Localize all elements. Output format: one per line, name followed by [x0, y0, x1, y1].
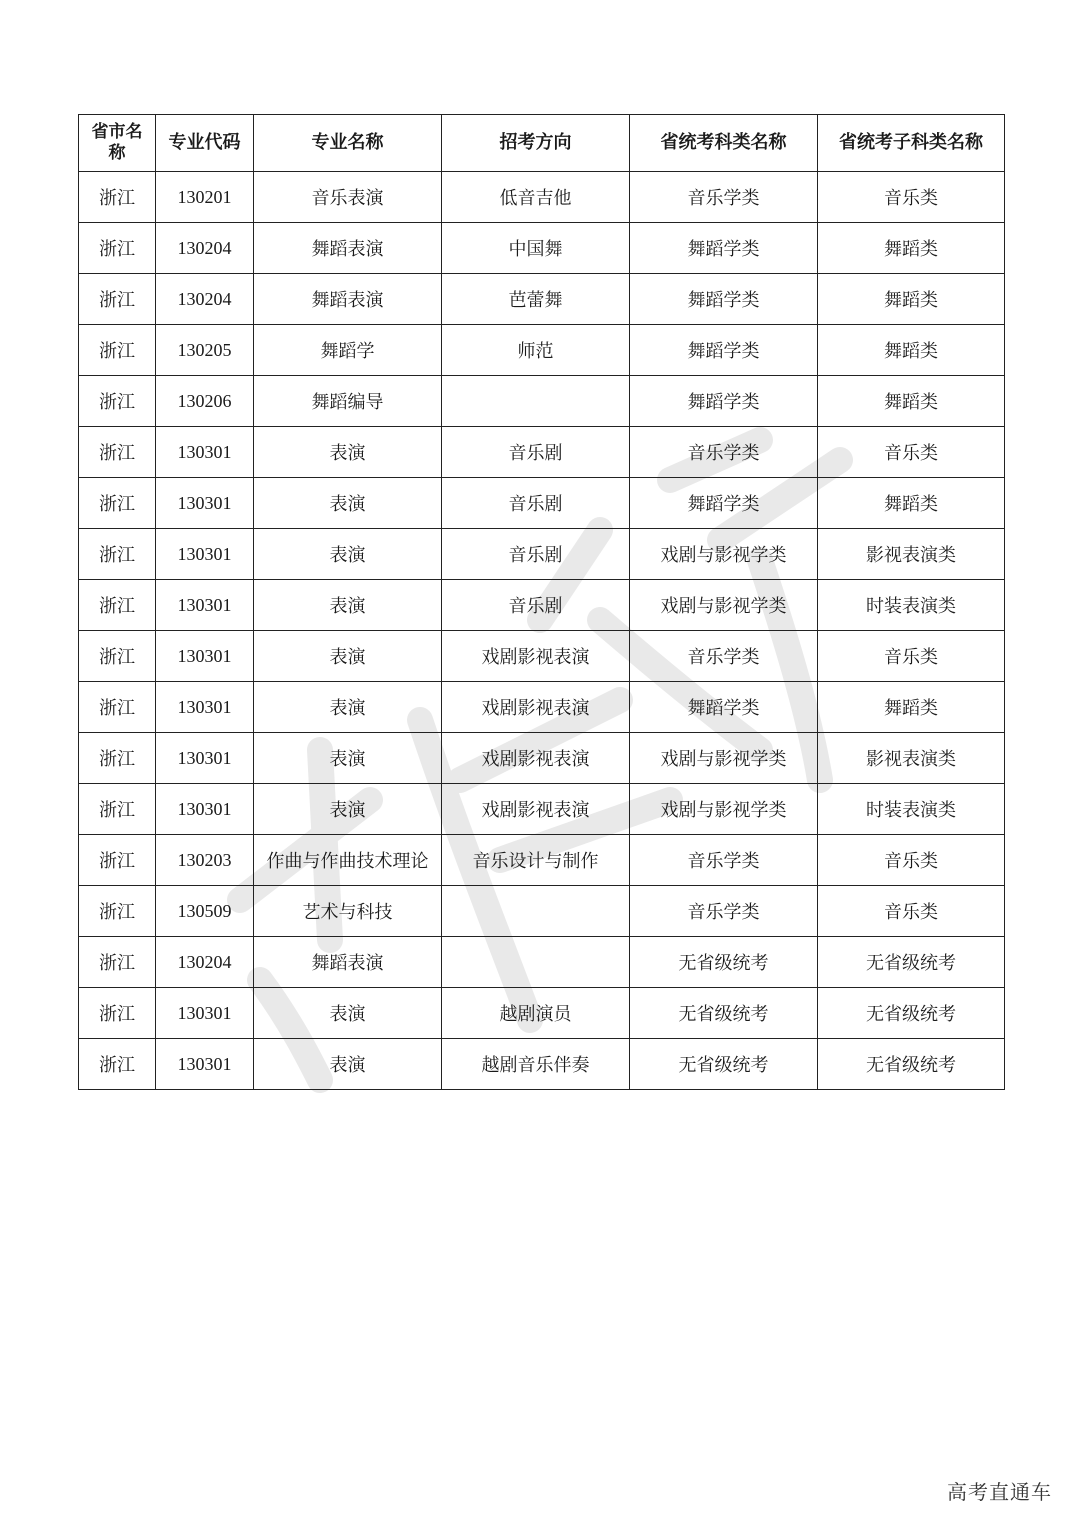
- exam-category-cell: 无省级统考: [630, 1039, 818, 1090]
- direction-cell: 越剧演员: [442, 988, 630, 1039]
- table-row: [79, 835, 1005, 886]
- direction-cell: 芭蕾舞: [442, 274, 630, 325]
- table-row: [79, 325, 1005, 376]
- code-cell: 130301: [156, 529, 254, 580]
- code-cell: 130301: [156, 427, 254, 478]
- major-name-cell: 表演: [254, 733, 442, 784]
- province-cell: 浙江: [79, 529, 156, 580]
- exam-subcategory-cell: 无省级统考: [818, 937, 1005, 988]
- major-name-cell: 表演: [254, 784, 442, 835]
- majors-table: [78, 114, 1005, 1090]
- exam-subcategory-cell: 影视表演类: [818, 733, 1005, 784]
- table-row: [79, 529, 1005, 580]
- major-name-cell: 舞蹈学: [254, 325, 442, 376]
- exam-subcategory-cell: 音乐类: [818, 427, 1005, 478]
- table-body: [79, 172, 1005, 1090]
- exam-category-cell: 舞蹈学类: [630, 478, 818, 529]
- exam-subcategory-cell: 影视表演类: [818, 529, 1005, 580]
- direction-cell: 音乐剧: [442, 478, 630, 529]
- code-cell: 130206: [156, 376, 254, 427]
- province-cell: 浙江: [79, 274, 156, 325]
- major-name-cell: 表演: [254, 988, 442, 1039]
- header-exam-subcategory: 省统考子科类名称: [818, 115, 1005, 172]
- exam-category-cell: 舞蹈学类: [630, 325, 818, 376]
- major-name-cell: 表演: [254, 682, 442, 733]
- major-name-cell: 舞蹈表演: [254, 274, 442, 325]
- table-row: [79, 223, 1005, 274]
- major-name-cell: 音乐表演: [254, 172, 442, 223]
- table-row: [79, 784, 1005, 835]
- province-cell: 浙江: [79, 1039, 156, 1090]
- header-major-name: 专业名称: [254, 115, 442, 172]
- province-cell: 浙江: [79, 223, 156, 274]
- province-cell: 浙江: [79, 325, 156, 376]
- table-row: [79, 988, 1005, 1039]
- major-name-cell: 表演: [254, 1039, 442, 1090]
- exam-category-cell: 舞蹈学类: [630, 376, 818, 427]
- major-name-cell: 舞蹈表演: [254, 223, 442, 274]
- table-row: [79, 1039, 1005, 1090]
- header-code: 专业代码: [156, 115, 254, 172]
- code-cell: 130301: [156, 682, 254, 733]
- exam-subcategory-cell: 舞蹈类: [818, 376, 1005, 427]
- code-cell: 130301: [156, 1039, 254, 1090]
- code-cell: 130204: [156, 937, 254, 988]
- table-row: [79, 580, 1005, 631]
- table-row: [79, 682, 1005, 733]
- footer-brand: 高考直通车: [947, 1480, 1052, 1504]
- exam-subcategory-cell: 音乐类: [818, 835, 1005, 886]
- exam-subcategory-cell: 舞蹈类: [818, 478, 1005, 529]
- province-cell: 浙江: [79, 886, 156, 937]
- province-cell: 浙江: [79, 478, 156, 529]
- table-header: [79, 115, 1005, 172]
- exam-category-cell: 音乐学类: [630, 631, 818, 682]
- code-cell: 130204: [156, 223, 254, 274]
- code-cell: 130509: [156, 886, 254, 937]
- direction-cell: 戏剧影视表演: [442, 784, 630, 835]
- code-cell: 130301: [156, 988, 254, 1039]
- exam-category-cell: 音乐学类: [630, 835, 818, 886]
- province-cell: 浙江: [79, 172, 156, 223]
- table-row: [79, 274, 1005, 325]
- major-name-cell: 表演: [254, 631, 442, 682]
- major-name-cell: 舞蹈表演: [254, 937, 442, 988]
- header-province: 省市名称: [79, 115, 156, 172]
- province-cell: 浙江: [79, 580, 156, 631]
- major-name-cell: 舞蹈编导: [254, 376, 442, 427]
- province-cell: 浙江: [79, 376, 156, 427]
- direction-cell: 戏剧影视表演: [442, 631, 630, 682]
- major-name-cell: 表演: [254, 529, 442, 580]
- province-cell: 浙江: [79, 988, 156, 1039]
- direction-cell: 戏剧影视表演: [442, 682, 630, 733]
- major-name-cell: 表演: [254, 580, 442, 631]
- table-row: [79, 886, 1005, 937]
- exam-category-cell: 音乐学类: [630, 427, 818, 478]
- direction-cell: 音乐剧: [442, 529, 630, 580]
- table-row: [79, 172, 1005, 223]
- table-row: [79, 631, 1005, 682]
- province-cell: 浙江: [79, 835, 156, 886]
- table-row: [79, 376, 1005, 427]
- direction-cell: 音乐剧: [442, 580, 630, 631]
- direction-cell: 越剧音乐伴奏: [442, 1039, 630, 1090]
- province-cell: 浙江: [79, 682, 156, 733]
- direction-cell: 音乐设计与制作: [442, 835, 630, 886]
- direction-cell: [442, 937, 630, 988]
- province-cell: 浙江: [79, 733, 156, 784]
- major-name-cell: 艺术与科技: [254, 886, 442, 937]
- major-name-cell: 作曲与作曲技术理论: [254, 835, 442, 886]
- exam-category-cell: 戏剧与影视学类: [630, 784, 818, 835]
- major-name-cell: 表演: [254, 427, 442, 478]
- province-cell: 浙江: [79, 937, 156, 988]
- exam-subcategory-cell: 舞蹈类: [818, 274, 1005, 325]
- table-row: [79, 478, 1005, 529]
- direction-cell: [442, 886, 630, 937]
- code-cell: 130201: [156, 172, 254, 223]
- exam-category-cell: 舞蹈学类: [630, 682, 818, 733]
- header-direction: 招考方向: [442, 115, 630, 172]
- province-cell: 浙江: [79, 631, 156, 682]
- direction-cell: 戏剧影视表演: [442, 733, 630, 784]
- exam-subcategory-cell: 时装表演类: [818, 784, 1005, 835]
- direction-cell: [442, 376, 630, 427]
- table-row: [79, 733, 1005, 784]
- province-cell: 浙江: [79, 427, 156, 478]
- code-cell: 130301: [156, 733, 254, 784]
- exam-subcategory-cell: 音乐类: [818, 172, 1005, 223]
- code-cell: 130204: [156, 274, 254, 325]
- exam-subcategory-cell: 无省级统考: [818, 988, 1005, 1039]
- exam-category-cell: 音乐学类: [630, 886, 818, 937]
- exam-subcategory-cell: 音乐类: [818, 631, 1005, 682]
- direction-cell: 中国舞: [442, 223, 630, 274]
- direction-cell: 音乐剧: [442, 427, 630, 478]
- exam-subcategory-cell: 舞蹈类: [818, 682, 1005, 733]
- exam-category-cell: 无省级统考: [630, 988, 818, 1039]
- exam-category-cell: 舞蹈学类: [630, 274, 818, 325]
- exam-subcategory-cell: 时装表演类: [818, 580, 1005, 631]
- exam-category-cell: 戏剧与影视学类: [630, 529, 818, 580]
- header-exam-category: 省统考科类名称: [630, 115, 818, 172]
- exam-category-cell: 无省级统考: [630, 937, 818, 988]
- code-cell: 130301: [156, 478, 254, 529]
- exam-category-cell: 音乐学类: [630, 172, 818, 223]
- exam-subcategory-cell: 无省级统考: [818, 1039, 1005, 1090]
- exam-category-cell: 戏剧与影视学类: [630, 580, 818, 631]
- exam-subcategory-cell: 音乐类: [818, 886, 1005, 937]
- province-cell: 浙江: [79, 784, 156, 835]
- exam-category-cell: 戏剧与影视学类: [630, 733, 818, 784]
- header-row: [79, 115, 1005, 172]
- code-cell: 130301: [156, 580, 254, 631]
- table-row: [79, 427, 1005, 478]
- code-cell: 130203: [156, 835, 254, 886]
- code-cell: 130301: [156, 631, 254, 682]
- direction-cell: 师范: [442, 325, 630, 376]
- exam-subcategory-cell: 舞蹈类: [818, 223, 1005, 274]
- code-cell: 130301: [156, 784, 254, 835]
- direction-cell: 低音吉他: [442, 172, 630, 223]
- table-row: [79, 937, 1005, 988]
- exam-subcategory-cell: 舞蹈类: [818, 325, 1005, 376]
- exam-category-cell: 舞蹈学类: [630, 223, 818, 274]
- code-cell: 130205: [156, 325, 254, 376]
- major-name-cell: 表演: [254, 478, 442, 529]
